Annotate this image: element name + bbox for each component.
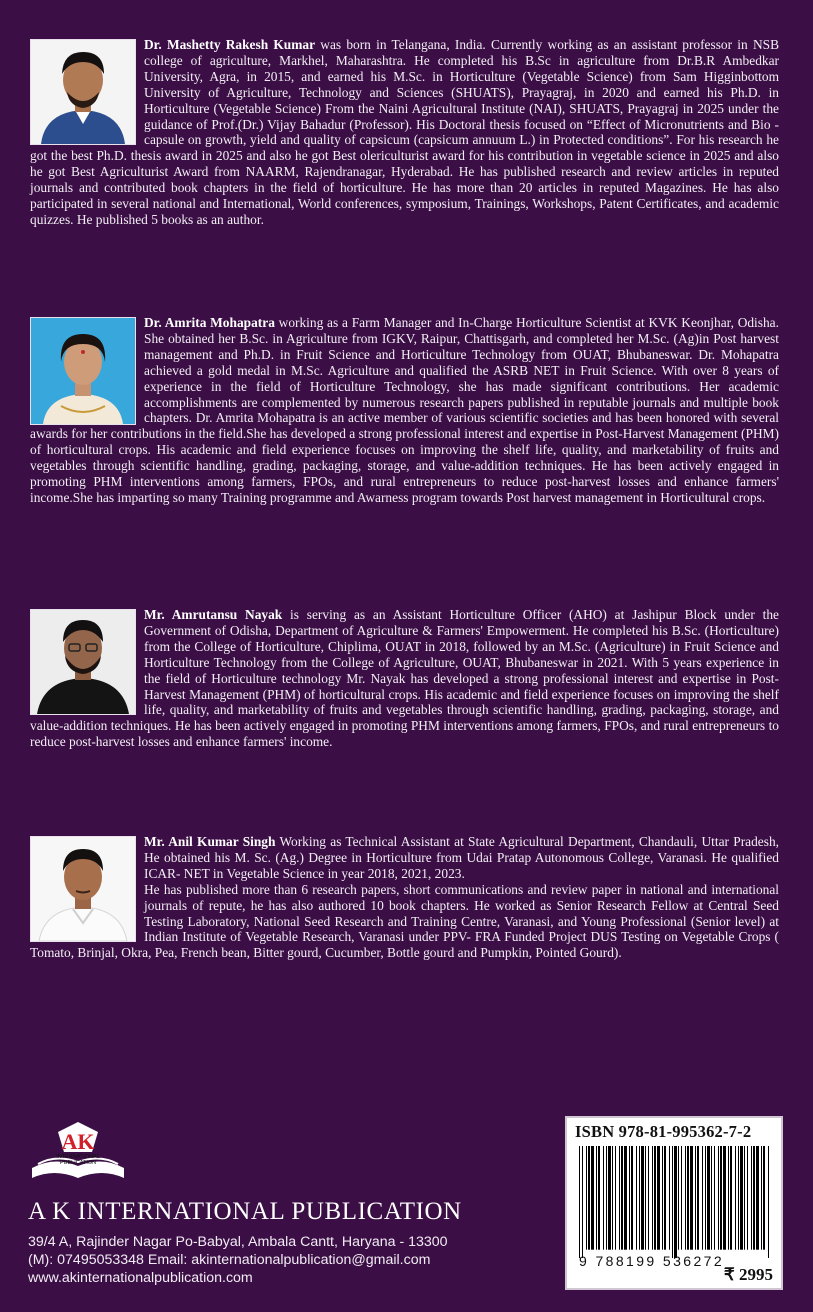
barcode-bar — [681, 1146, 682, 1250]
portrait-icon — [31, 610, 135, 714]
barcode-bar — [735, 1146, 736, 1250]
barcode-bar — [586, 1146, 587, 1250]
barcode-bar — [669, 1146, 670, 1250]
barcode-bar — [714, 1146, 715, 1250]
barcode-bar — [631, 1146, 633, 1250]
author-text-1: was born in Telangana, India. Currently working as an assistant professor in NSB college of agriculture, Markhel, Maharashtra. He completed his B.Sc in agriculture from Dr.B.R Ambedkar University, Agra, in 2015, and earned his M.Sc. in Horticulture (Vegetable Science) from Sam Higginbottom University of Agriculture, Technology and Sciences (SHUATS), Prayagraj, in 2020 and earned his Ph.D. in Horticulture (Vegetable Science) From the Naini Agricultural Institute (NAI), SHUATS, Prayagraj in 2025 under the guidance of Prof.(Dr.) Vijay Bahadur (Professor). His Doctoral thesis focused on “Effect of Micronutrients and Bio - capsule on growth, yield and quality of capsicum (capsicum annuum L.) in Protected conditions”. For his research he got the best Ph.D. thesis award in 2025 and also he got Best olericulturist award for his contribution in vegetable science in 2025 and also he got Best Agriculturist Award from NAARM, Rajendranagar, Hyderabad. He has published research and review articles in reputed journals and contributed book chapters in the field of horticulture. He has more than 20 articles in reputed Magazines. He has also participated in several national and International, World conferences, symposium, Trainings, Workshops, Patent Certificates, and academic quizzes. He published 5 books as an author. — [30, 37, 779, 227]
author-bio-2 — [30, 315, 779, 506]
barcode-bar — [624, 1146, 627, 1250]
barcode-bar — [615, 1146, 616, 1250]
isbn-box — [565, 1116, 783, 1290]
author-photo-1 — [30, 39, 136, 145]
barcode-bar — [598, 1146, 600, 1250]
logo-sub2: PUBLICATION — [59, 1160, 97, 1166]
barcode-bar — [761, 1146, 762, 1250]
barcode-bar — [629, 1146, 630, 1250]
publisher-name: A K INTERNATIONAL PUBLICATION — [28, 1198, 462, 1225]
author-bio-1 — [30, 37, 779, 228]
barcode-bar — [596, 1146, 597, 1250]
barcode-bar — [751, 1146, 752, 1250]
author-photo-4 — [30, 836, 136, 942]
barcode-bar — [672, 1146, 673, 1258]
barcode-bar — [705, 1146, 706, 1250]
barcode-bar — [730, 1146, 732, 1250]
price: ₹ 2995 — [723, 1265, 773, 1284]
barcode-bar — [612, 1146, 613, 1250]
barcode-bar — [695, 1146, 696, 1250]
barcode-bar — [763, 1146, 765, 1250]
author-bio-3 — [30, 607, 779, 750]
barcode-bar — [648, 1146, 649, 1250]
barcode-bar — [768, 1146, 769, 1258]
barcode-bar — [621, 1146, 623, 1250]
portrait-icon — [31, 318, 135, 424]
barcode-bar — [674, 1146, 677, 1258]
author-bio-4 — [30, 834, 779, 961]
barcode-bar — [608, 1146, 611, 1250]
barcode-bar — [690, 1146, 693, 1250]
author-text-2: working as a Farm Manager and In-Charge Horticulture Scientist at KVK Keonjhar, Odisha. She obtained her B.Sc. in Agriculture from IGKV, Raipur, Chattisgarh, and completed her M.Sc. (Ag)in Post harvest management and Ph.D. in Fruit Science and Horticulture Technology from OUAT, Bhubaneswar. Dr. Mohapatra achieved a gold medal in M.Sc. Agriculture and qualified the ASRB NET in Fruit Science. With over 8 years of experience in the field of Horticulture Technology, she has made significant contributions. Her academic accomplishments are complemented by numerous research papers published in reputable journals and multiple book chapters. Dr. Amrita Mohapatra is an active member of various scientific societies and has been honored with several awards for her contributions in the field.She has developed a strong professional interest and expertise in Post-Harvest Management (PHM) of horticultural crops. His academic and field experience focuses on improving the shelf life, quality, and marketability of fruits and vegetables through scientific handling, grading, packaging, storage, and value-addition techniques. He has been actively engaged in promoting PHM interventions among farmers, FPOs, and rural entrepreneurs to reduce post-harvest losses and enhance farmers' income.She has imparting so many Training programme and Awarness program towards Post harvest management in Horticultural crops. — [30, 315, 779, 505]
barcode-bar — [685, 1146, 686, 1250]
barcode-bar — [740, 1146, 743, 1250]
barcode-bar — [603, 1146, 604, 1250]
barcode-bar — [591, 1146, 594, 1250]
author-name-1: Dr. Mashetty Rakesh Kumar — [144, 37, 316, 52]
barcode-bar — [645, 1146, 646, 1250]
barcode-bar — [738, 1146, 739, 1250]
author-name-3: Mr. Amrutansu Nayak — [144, 607, 283, 622]
barcode-icon — [577, 1146, 771, 1258]
barcode-bar — [744, 1146, 745, 1250]
barcode-bar — [718, 1146, 719, 1250]
barcode-bar — [588, 1146, 590, 1250]
barcode-bar — [662, 1146, 663, 1250]
logo-sub1: INTERNATIONAL — [56, 1154, 100, 1160]
portrait-icon — [31, 837, 135, 941]
barcode-bar — [747, 1146, 748, 1250]
publisher-address: 39/4 A, Rajinder Nagar Po-Babyal, Ambala Cantt, Haryana - 13300 — [28, 1234, 448, 1250]
barcode-bar — [711, 1146, 712, 1250]
author-photo-3 — [30, 609, 136, 715]
isbn-label: ISBN 978-81-995362-7-2 — [575, 1122, 752, 1141]
barcode-bar — [697, 1146, 699, 1250]
author-text-4: Working as Technical Assistant at State Agricultural Department, Chandauli, Uttar Pradesh, He obtained his M. Sc. (Ag.) Degree in Horticulture from Udai Pratap Autonomous College, Varanasi. He qualified ICAR- NET in Vegetable Science in year 2018, 2021, 2023. — [144, 834, 779, 881]
barcode-bar — [639, 1146, 640, 1250]
barcode-bar — [723, 1146, 726, 1250]
publisher-website: www.akinternationalpublication.com — [28, 1270, 253, 1286]
barcode-bar — [687, 1146, 689, 1250]
author-name-4: Mr. Anil Kumar Singh — [144, 834, 276, 849]
portrait-icon — [31, 40, 135, 144]
barcode-bar — [619, 1146, 620, 1250]
barcode-bar — [664, 1146, 666, 1250]
barcode-digits: 9 788199 536272 — [579, 1253, 724, 1269]
barcode-bar — [641, 1146, 644, 1250]
publisher-logo-icon — [28, 1118, 128, 1190]
barcode-bar — [579, 1146, 580, 1258]
author-text-4b: He has published more than 6 research papers, short communications and review paper in national and international journals of repute, he has also authored 10 book chapters. He worked as Senior Research Fellow at Central Seed Testing Laboratory, National Seed Research and Training Centre, Varanasi, and Young Professional (Senior level) at Indian Institute of Vegetable Research, Varanasi under PPV- FRA Funded Project DUS Testing on Vegetable Crops ( Tomato, Brinjal, Okra, Pea, French bean, Bitter gourd, Cucumber, Bottle gourd and Pumpkin, Pointed Gourd). — [30, 881, 779, 961]
barcode-bar — [756, 1146, 759, 1250]
barcode-bar — [657, 1146, 660, 1250]
barcode-bar — [652, 1146, 653, 1250]
barcode-bar — [728, 1146, 729, 1250]
barcode-bar — [753, 1146, 755, 1250]
barcode-bar — [606, 1146, 607, 1250]
publisher-contact: (M): 07495053348 Email: akinternationalpublication@gmail.com — [28, 1252, 431, 1268]
barcode-bar — [678, 1146, 679, 1250]
author-name-2: Dr. Amrita Mohapatra — [144, 315, 275, 330]
barcode-bar — [636, 1146, 637, 1250]
logo-letters: AK — [61, 1129, 95, 1154]
author-photo-2 — [30, 317, 136, 425]
barcode-bar — [582, 1146, 583, 1258]
barcode-bar — [707, 1146, 710, 1250]
author-text-3: is serving as an Assistant Horticulture Officer (AHO) at Jashipur Block under the Government of Odisha, Department of Agriculture & Farmers' Empowerment. He completed his B.Sc. (Horticulture) from the College of Horticulture, Chiplima, OUAT in 2018, followed by an M.Sc. (Agriculture) in Fruit Science and Horticulture Technology from the College of Agriculture, OUAT, Bhubaneswar in 2021. With 5 years experience in the field of Horticulture technology Mr. Nayak has developed a strong professional interest and expertise in Post-Harvest Management (PHM) of horticultural crops. His academic and field experience focuses on improving the shelf life, quality, and marketability of fruits and vegetables through scientific handling, grading, packaging, storage, and value-addition techniques. He has been actively engaged in promoting PHM interventions among farmers, FPOs, and rural entrepreneurs to reduce post-harvest losses and enhance farmers' income. — [30, 607, 779, 750]
barcode-bar — [720, 1146, 722, 1250]
barcode-bar — [702, 1146, 703, 1250]
barcode-bar — [654, 1146, 656, 1250]
